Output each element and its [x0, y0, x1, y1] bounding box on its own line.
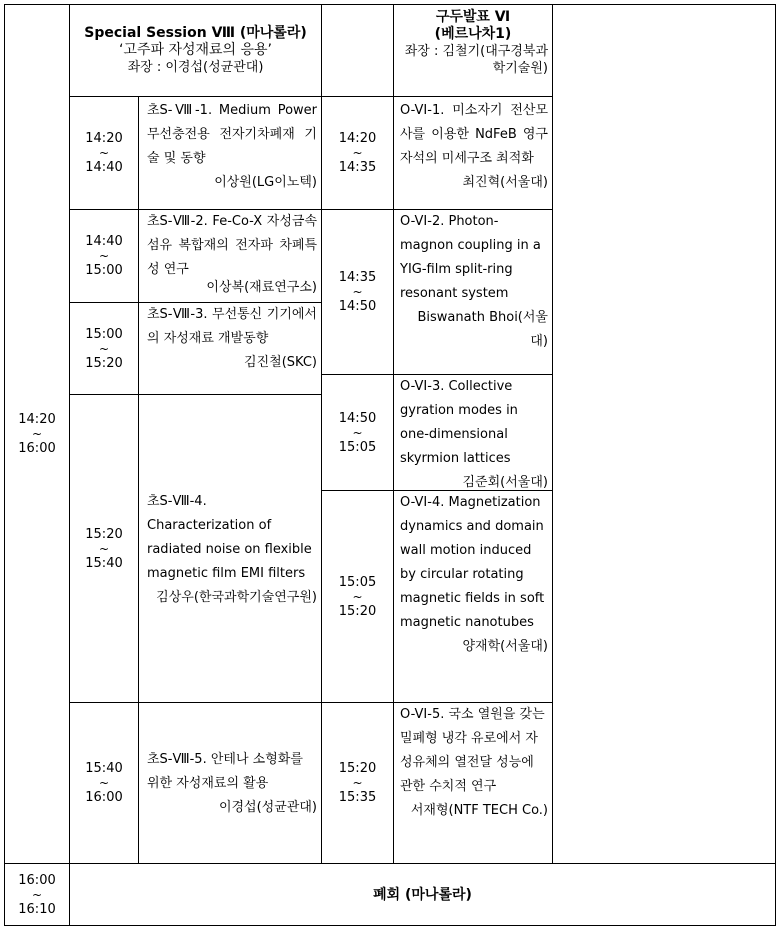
time-start: 15:40 [85, 761, 123, 776]
time-end: 16:00 [85, 790, 123, 805]
left-talk-2 [138, 209, 322, 303]
right-talk-3 [393, 374, 553, 491]
left-talk-2-time [69, 209, 139, 303]
talk-title: O-VI-2. Photon-magnon coupling in a YIG-film split-ring resonant system [400, 214, 541, 301]
time-sep: ~ [98, 146, 110, 160]
right-talk-1-time [321, 96, 394, 210]
time-end: 15:20 [85, 355, 123, 371]
time-sep: ~ [98, 249, 110, 263]
overall-time-sep: ~ [31, 427, 43, 441]
right-session-subtitle: (베르나차1) [434, 26, 512, 42]
right-talk-1 [393, 96, 553, 210]
right-talk-3-time [321, 374, 394, 491]
right-talk-2-time [321, 209, 394, 375]
time-sep: ~ [352, 285, 363, 299]
talk-author: 최진혁(서울대) [462, 175, 548, 190]
time-start: 14:20 [338, 131, 377, 146]
time-end: 14:50 [338, 299, 377, 314]
time-end: 14:40 [85, 160, 123, 175]
talk-author: 서재형(NTF TECH Co.) [410, 803, 548, 818]
right-talk-5 [393, 702, 553, 864]
time-start: 15:20 [85, 526, 123, 542]
time-end: 15:05 [338, 439, 377, 455]
closing-time-end: 16:10 [18, 901, 56, 917]
time-start: 15:00 [85, 326, 123, 342]
time-start: 15:20 [338, 761, 377, 776]
left-session-subtitle: ‘고주파 자성재료의 응용’ [118, 42, 273, 58]
right-session-chair: 좌장 : 김철기(대구경북과학기술원) [404, 44, 548, 76]
closing-time-sep: ~ [31, 887, 43, 902]
time-start: 14:40 [85, 234, 123, 249]
time-end: 15:00 [85, 263, 123, 278]
talk-title: 초S-Ⅷ-3. 무선통신 기기에서의 자성재료 개발동향 [147, 307, 317, 346]
right-session-title: 구두발표 Ⅵ [435, 9, 511, 25]
right-talk-4-time [321, 490, 394, 703]
talk-author: 김준회(서울대) [462, 475, 548, 490]
talk-title: 초S-Ⅷ-1. Medium Power 무선충전용 전자기차폐재 기술 및 동향 [147, 103, 317, 166]
closing-time-start: 16:00 [18, 872, 56, 888]
left-talk-4 [138, 394, 322, 703]
closing-label: 폐회 (마나롤라) [373, 886, 472, 903]
right-talk-2 [393, 209, 553, 375]
left-talk-5 [138, 702, 322, 864]
talk-author: 이경섭(성균관대) [218, 800, 317, 815]
overall-time-cell [4, 4, 70, 864]
talk-author: 양재학(서울대) [462, 639, 548, 654]
left-talk-1 [138, 96, 322, 210]
talk-author: 김상우(한국과학기술연구원) [156, 589, 317, 605]
talk-author: Biswanath Bhoi(서울대) [417, 310, 548, 349]
time-sep: ~ [98, 541, 110, 556]
right-session-header [393, 4, 553, 97]
overall-time-start: 14:20 [18, 412, 56, 427]
right-talk-5-time [321, 702, 394, 864]
talk-author: 김진철(SKC) [244, 355, 317, 370]
time-sep: ~ [352, 425, 363, 440]
talk-author: 이상원(LG이노텍) [214, 175, 317, 190]
talk-title: O-VI-1. 미소자기 전산모사를 이용한 NdFeB 영구자석의 미세구조 최적화 [400, 103, 548, 166]
time-start: 14:50 [338, 410, 377, 426]
time-end: 15:40 [85, 555, 123, 571]
left-session-title: Special Session Ⅷ (마나롤라) [84, 25, 307, 41]
talk-title: 초S-Ⅷ-4. Characterization of radiated noise on flexible magnetic film EMI filters [147, 493, 312, 581]
time-sep: ~ [98, 776, 110, 790]
left-talk-1-time [69, 96, 139, 210]
talk-title: O-VI-5. 국소 열원을 갖는 밀폐형 냉각 유로에서 자성유체의 열전달 성능에 관한 수치적 연구 [400, 707, 545, 794]
time-end: 15:20 [338, 603, 377, 619]
talk-author: 이상복(재료연구소) [206, 280, 317, 295]
left-talk-5-time [69, 702, 139, 864]
time-start: 14:35 [338, 270, 377, 285]
closing-cell [69, 863, 776, 926]
time-start: 14:20 [85, 131, 123, 146]
empty-column [552, 4, 776, 864]
talk-title: O-VI-4. Magnetization dynamics and domain wall motion induced by circular rotating magnetic fields in soft magnetic nanotubes [400, 495, 545, 630]
overall-time-end: 16:00 [18, 441, 56, 456]
closing-time-cell [4, 863, 70, 926]
time-start: 15:05 [338, 574, 377, 590]
talk-title: O-VI-3. Collective gyration modes in one-dimensional skyrmion lattices [400, 379, 518, 466]
time-end: 15:35 [338, 790, 377, 805]
left-talk-4-time [69, 394, 139, 703]
left-session-header [69, 4, 322, 97]
left-talk-3-time [69, 302, 139, 395]
time-sep: ~ [98, 341, 110, 356]
right-session-header-spacer [321, 4, 394, 97]
right-talk-4 [393, 490, 553, 703]
talk-title: 초S-Ⅷ-2. Fe-Co-X 자성금속섬유 복합재의 전자파 차폐특성 연구 [147, 214, 317, 277]
time-sep: ~ [352, 146, 363, 160]
left-session-chair: 좌장 : 이경섭(성균관대) [127, 60, 264, 75]
time-sep: ~ [352, 776, 363, 790]
time-end: 14:35 [338, 160, 377, 175]
time-sep: ~ [352, 589, 363, 604]
talk-title: 초S-Ⅷ-5. 안테나 소형화를 위한 자성재료의 활용 [147, 752, 303, 791]
left-talk-3 [138, 302, 322, 395]
